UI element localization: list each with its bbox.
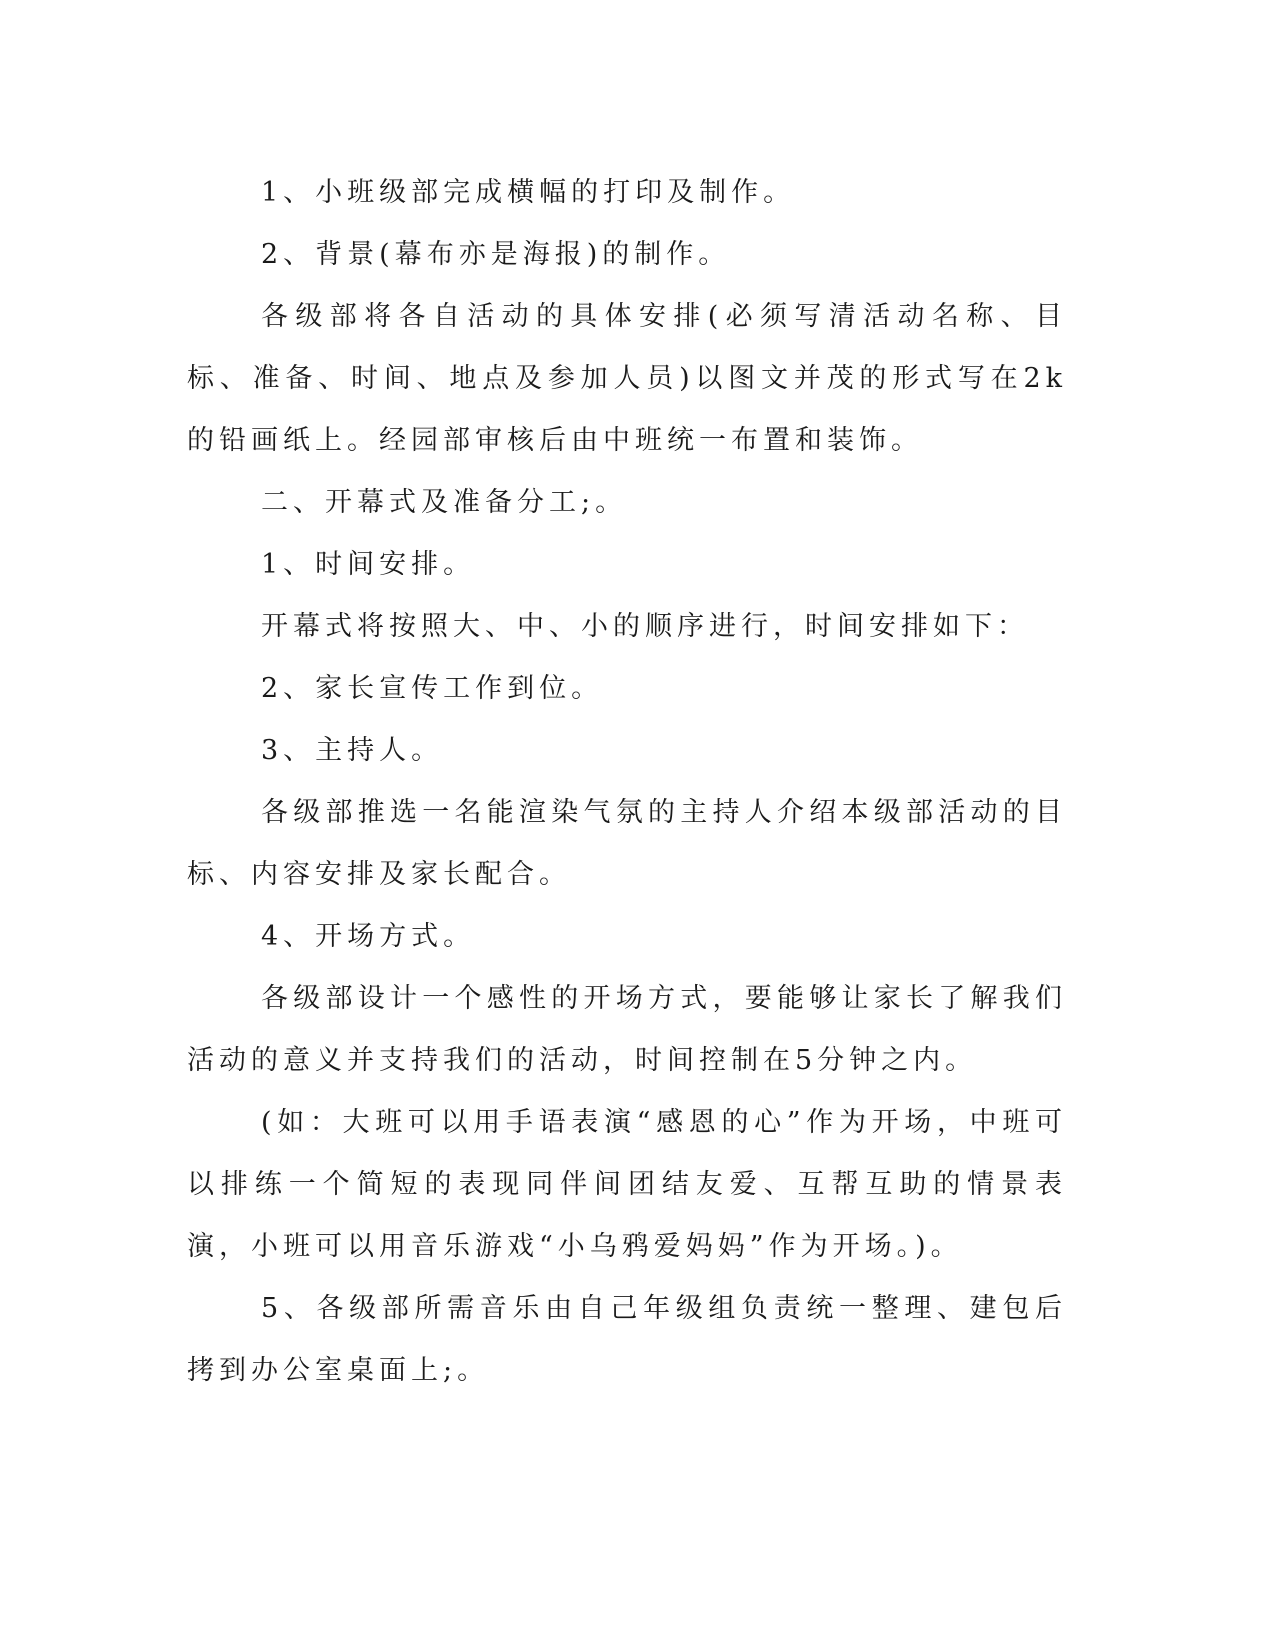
- paragraph-opening-method: 4、开场方式。: [261, 921, 476, 952]
- paragraph-opening-order: 开幕式将按照大、中、小的顺序进行，时间安排如下：: [261, 611, 1029, 642]
- paragraph-music-collection: 5、各级部所需音乐由自己年级组负责统一整理、建包后拷到办公室桌面上;。: [187, 1293, 1067, 1386]
- paragraph-opening-design: 各级部设计一个感性的开场方式，要能够让家长了解我们活动的意义并支持我们的活动，时间控制在5分钟之内。: [187, 983, 1067, 1076]
- paragraph-parent-publicity: 2、家长宣传工作到位。: [261, 673, 604, 704]
- paragraph-time-arrangement: 1、时间安排。: [261, 549, 476, 580]
- paragraph-background-making: 2、背景(幕布亦是海报)的制作。: [261, 239, 731, 270]
- section-heading-opening-ceremony: 二、开幕式及准备分工;。: [261, 487, 628, 518]
- paragraph-opening-examples: (如：大班可以用手语表演“感恩的心”作为开场，中班可以排练一个简短的表现同伴间团结友爱、互帮互助的情景表演，小班可以用音乐游戏“小乌鸦爱妈妈”作为开场。)。: [187, 1107, 1067, 1262]
- paragraph-banner-printing: 1、小班级部完成横幅的打印及制作。: [261, 177, 796, 208]
- paragraph-host-selection: 各级部推选一名能渲染气氛的主持人介绍本级部活动的目标、内容安排及家长配合。: [187, 797, 1067, 890]
- paragraph-host: 3、主持人。: [261, 735, 444, 766]
- paragraph-activity-arrangement: 各级部将各自活动的具体安排(必须写清活动名称、目标、准备、时间、地点及参加人员)以图文并茂的形式写在2k的铅画纸上。经园部审核后由中班统一布置和装饰。: [187, 301, 1067, 456]
- document-body: [187, 162, 1067, 1402]
